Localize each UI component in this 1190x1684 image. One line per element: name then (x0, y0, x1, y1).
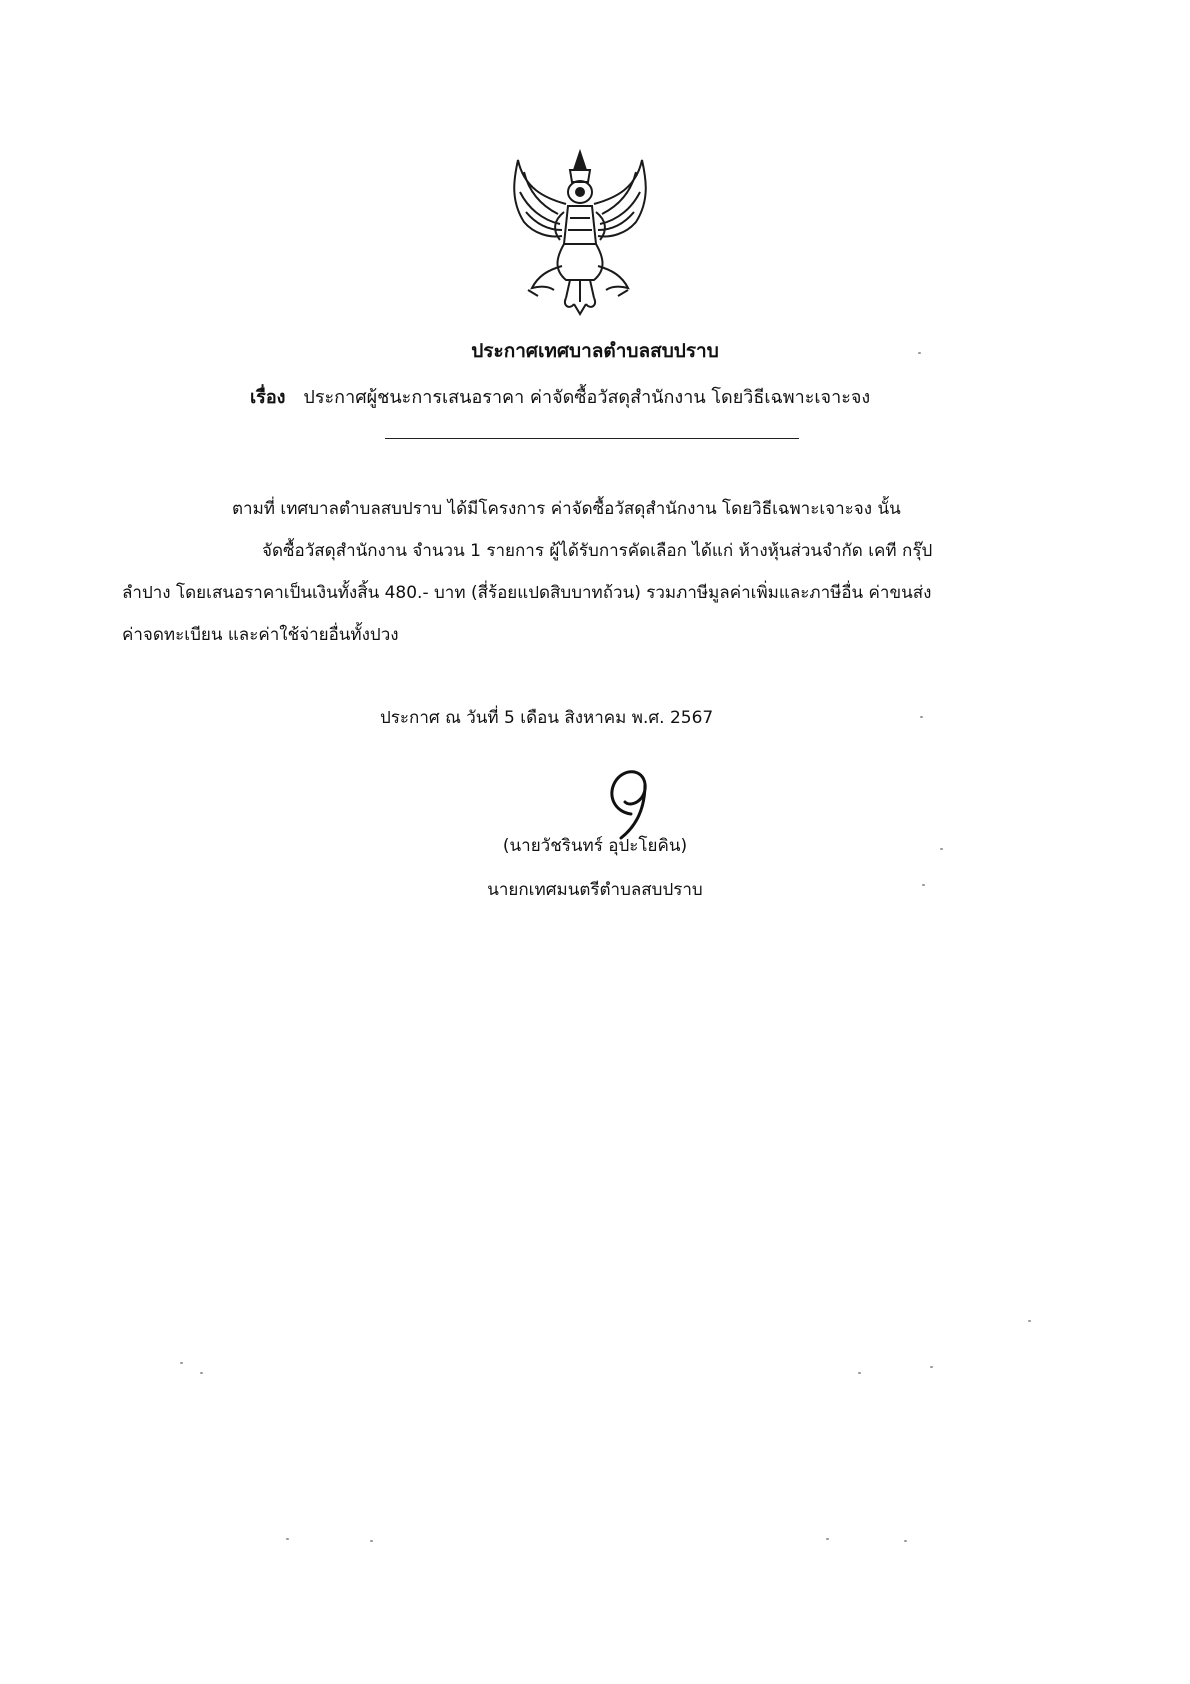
scan-speck (918, 352, 921, 354)
body-line-4: ค่าจดทะเบียน และค่าใช้จ่ายอื่นทั้งปวง (122, 625, 399, 645)
scan-speck (180, 1362, 183, 1364)
title-divider (385, 438, 799, 439)
scan-speck (1028, 1320, 1031, 1322)
announcement-date: ประกาศ ณ วันที่ 5 เดือน สิงหาคม พ.ศ. 2567 (380, 708, 714, 728)
garuda-emblem-icon (504, 148, 656, 316)
signer-name: (นายวัชรินทร์ อุปะโยคิน) (502, 836, 688, 856)
body-line-1: ตามที่ เทศบาลตำบลสบปราบ ได้มีโครงการ ค่าจัดซื้อวัสดุสำนักงาน โดยวิธีเฉพาะเจาะจง นั้น (232, 499, 901, 519)
scan-speck (858, 1372, 861, 1374)
announcement-body (122, 488, 1072, 656)
subject-line (250, 382, 870, 411)
signer-title: นายกเทศมนตรีตำบลสบปราบ (487, 880, 703, 900)
scan-speck (920, 716, 923, 718)
handwritten-signature (585, 752, 665, 842)
announcement-title: ประกาศเทศบาลตำบลสบปราบ (471, 340, 719, 362)
scan-speck (930, 1366, 933, 1368)
subject-text: ประกาศผู้ชนะการเสนอราคา ค่าจัดซื้อวัสดุสำนักงาน โดยวิธีเฉพาะเจาะจง (303, 387, 871, 408)
subject-label: เรื่อง (250, 387, 286, 408)
body-line-3: ลำปาง โดยเสนอราคาเป็นเงินทั้งสิ้น 480.- บาท (สี่ร้อยแปดสิบบาทถ้วน) รวมภาษีมูลค่าเพิ่มและภาษีอื่น ค่าขนส่ง (122, 583, 932, 603)
body-line-2: จัดซื้อวัสดุสำนักงาน จำนวน 1 รายการ ผู้ได้รับการคัดเลือก ได้แก่ ห้างหุ้นส่วนจำกัด เคที กรุ๊ป (262, 541, 933, 561)
scan-speck (200, 1372, 203, 1374)
scan-speck (940, 848, 943, 850)
scan-speck (904, 1540, 907, 1542)
scan-speck (370, 1540, 373, 1542)
scan-speck (826, 1538, 829, 1540)
scan-speck (286, 1538, 289, 1540)
scan-speck (922, 884, 925, 886)
